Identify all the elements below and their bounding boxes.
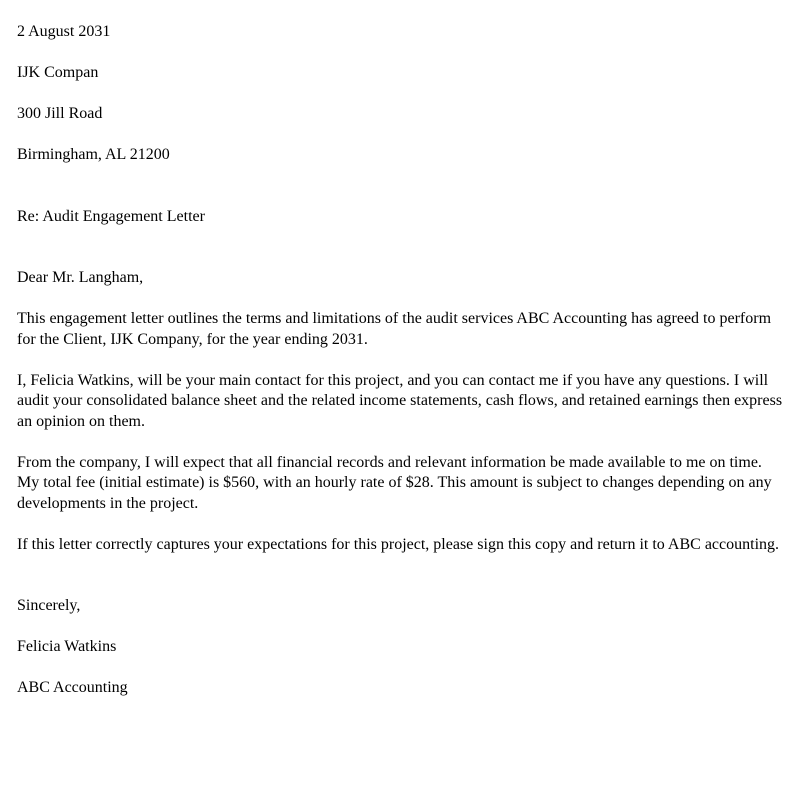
letter-subject: Re: Audit Engagement Letter xyxy=(17,207,205,225)
recipient-city-state-zip: Birmingham, AL 21200 xyxy=(17,146,170,163)
letter-closing: Sincerely, xyxy=(17,597,81,614)
letter-salutation: Dear Mr. Langham, xyxy=(17,269,144,286)
engagement-letter xyxy=(17,22,787,719)
recipient-company: IJK Compan xyxy=(17,64,99,81)
spacer xyxy=(17,576,787,597)
spacer xyxy=(17,186,787,207)
body-paragraph-3: From the company, I will expect that all financial records and relevant information be made available to me on time. My total fee (initial estimate) is $560, with an hourly rate of $28. This amount is subject to changes depending on any developments in the project. xyxy=(17,453,772,512)
recipient-street: 300 Jill Road xyxy=(17,105,103,122)
signer-name: Felicia Watkins xyxy=(17,638,117,655)
letter-date: 2 August 2031 xyxy=(17,23,111,40)
signer-company: ABC Accounting xyxy=(17,679,128,696)
spacer xyxy=(17,248,787,269)
body-paragraph-2: I, Felicia Watkins, will be your main contact for this project, and you can contact me if you have any questions. I will audit your consolidated balance sheet and the related income statements, cash flows, and retained earnings then express an opinion on them. xyxy=(17,371,783,430)
body-paragraph-1: This engagement letter outlines the terms and limitations of the audit services ABC Accounting has agreed to perform for the Client, IJK Company, for the year ending 2031. xyxy=(17,310,772,348)
body-paragraph-4: If this letter correctly captures your expectations for this project, please sign this copy and return it to ABC accounting. xyxy=(17,535,780,553)
